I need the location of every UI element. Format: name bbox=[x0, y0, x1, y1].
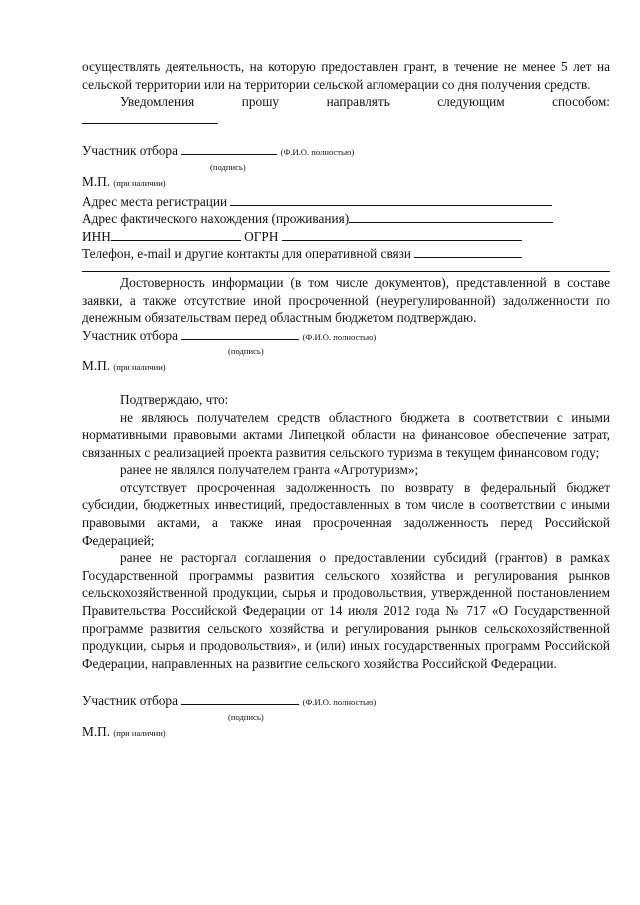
inn-ogrn-row bbox=[82, 228, 610, 246]
confirm-item: отсутствует просроченная задолженность по возврату в федеральный бюджет субсидии, бюджетных инвестиций, предоставленных в том числе в соответствии с иными правовыми актами, а также иная просроченная задолженность перед Российской Федерацией; bbox=[82, 479, 610, 548]
mp-hint: (при наличии) bbox=[113, 728, 166, 738]
signature-blank[interactable] bbox=[181, 327, 299, 340]
signature-line-2 bbox=[82, 327, 610, 347]
participant-label: Участник отбора bbox=[82, 143, 178, 159]
contacts-label: Телефон, e-mail и другие контакты для оперативной связи bbox=[82, 246, 412, 262]
actual-address-label: Адрес фактического нахождения (проживания) bbox=[82, 211, 350, 227]
mp-hint: (при наличии) bbox=[113, 362, 166, 373]
stamp-line-2 bbox=[82, 357, 610, 377]
notify-word: направлять bbox=[326, 94, 390, 110]
participant-label: Участник отбора bbox=[82, 327, 178, 343]
notify-word: Уведомления bbox=[120, 94, 195, 110]
confirm-item: не являюсь получателем средств областного бюджета в соответствии с иными нормативными правовыми актами Липецкой области на финансовое обеспечение затрат, связанных с реализацией проекта развития сельского туризма в текущем финансовом году; bbox=[82, 409, 610, 460]
stamp-line-3 bbox=[82, 723, 610, 743]
confirm-item: ранее не расторгал соглашения о предоставлении субсидий (грантов) в рамках Государственной программы развития сельского хозяйства и регулирования рынков сельскохозяйственной продукции, сырья и продовольствия, утвержденной постановлением Правительства Российской Федерации от 14 июля 2012 года № 717 «О Государственной программе развития сельского хозяйства и регулирования рынков сельскохозяйственной продукции, сырья и продовольствия», и (или) иных государственных программ Российской Федерации, направленных на развитие сельского хозяйства Российской Федерации. bbox=[82, 550, 610, 671]
signature-blank[interactable] bbox=[181, 142, 277, 155]
actual-address-row bbox=[82, 210, 610, 228]
confirm-title: Подтверждаю, что: bbox=[120, 391, 229, 407]
document-page bbox=[82, 58, 610, 743]
reg-address-field[interactable] bbox=[230, 193, 552, 206]
actual-address-field[interactable] bbox=[349, 210, 553, 223]
paragraph-activity-obligation: осуществлять деятельность, на которую предоставлен грант, в течение не менее 5 лет на сельской территории или на территории сельской агломерации со дня получения средств. bbox=[82, 59, 610, 92]
sign-hint: (подпись) bbox=[228, 346, 264, 357]
reg-address-label: Адрес места регистрации bbox=[82, 193, 228, 209]
stamp-line-1 bbox=[82, 173, 610, 193]
sign-hint: (подпись) bbox=[228, 712, 264, 722]
reg-address-row bbox=[82, 193, 610, 211]
signature-blank[interactable] bbox=[181, 692, 299, 705]
ogrn-label: ОГРН bbox=[244, 228, 279, 244]
notify-word: следующим bbox=[437, 94, 505, 110]
paragraph-reliability: Достоверность информации (в том числе документов), представленной в составе заявки, а также отсутствие иной просроченной (неурегулированной) задолженности по денежным обязательствам перед областным бюджетом подтверждаю. bbox=[82, 274, 610, 326]
participant-label: Участник отбора bbox=[82, 693, 178, 709]
inn-label: ИНН bbox=[82, 228, 111, 244]
mp-hint: (при наличии) bbox=[113, 177, 166, 188]
ogrn-field[interactable] bbox=[282, 228, 522, 241]
mp-label: М.П. bbox=[82, 173, 111, 189]
notification-method-blank[interactable] bbox=[82, 111, 610, 129]
confirm-item: ранее не являлся получателем гранта «Агротуризм»; bbox=[120, 462, 419, 478]
sign-hint: (подпись) bbox=[210, 161, 246, 172]
contacts-extra-line[interactable] bbox=[82, 263, 610, 272]
inn-field[interactable] bbox=[111, 228, 241, 241]
notify-word: способом: bbox=[552, 94, 610, 110]
fio-hint: (Ф.И.О. полностью) bbox=[302, 697, 377, 708]
notification-method-line bbox=[82, 93, 610, 111]
contacts-row bbox=[82, 245, 610, 263]
notify-word: прошу bbox=[241, 94, 280, 110]
mp-label: М.П. bbox=[82, 358, 111, 374]
fio-hint: (Ф.И.О. полностью) bbox=[302, 331, 377, 342]
contacts-field[interactable] bbox=[414, 245, 522, 258]
signature-line-1 bbox=[82, 142, 610, 162]
signature-line-3 bbox=[82, 692, 610, 712]
fio-hint: (Ф.И.О. полностью) bbox=[280, 147, 355, 158]
mp-label: М.П. bbox=[82, 724, 111, 739]
